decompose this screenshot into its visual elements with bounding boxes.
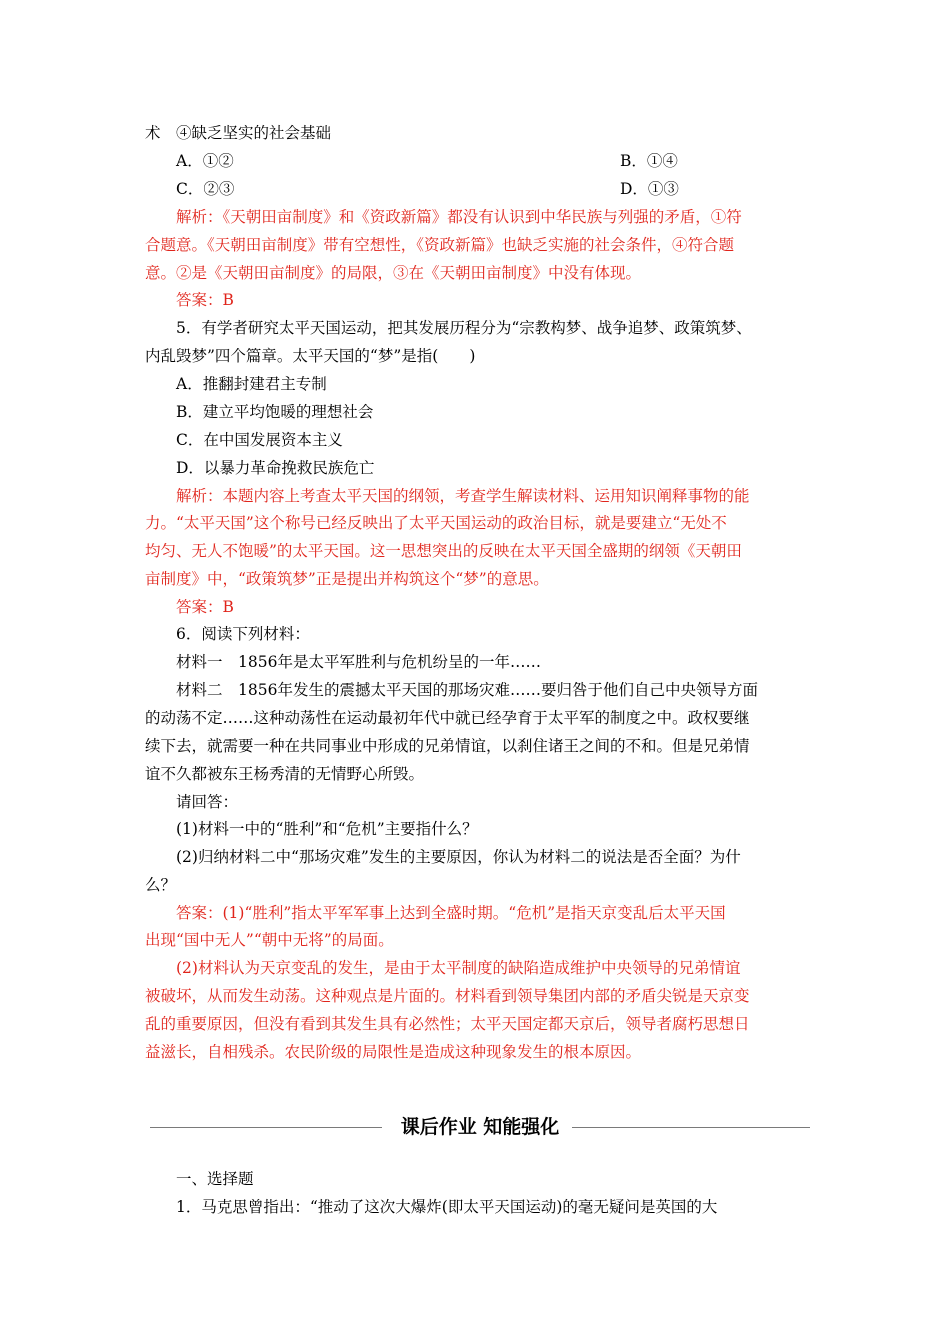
material-1: 材料一 1856年是太平军胜利与危机纷呈的一年…… bbox=[176, 653, 541, 671]
section-heading-choice: 一、选择题 bbox=[176, 1170, 254, 1188]
question-5-line-2: 内乱毁梦”四个篇章。太平天国的“梦”是指( ) bbox=[145, 347, 476, 365]
section-divider bbox=[150, 1113, 810, 1143]
answer-q6-1-line-1: 答案：(1)“胜利”指太平军军事上达到全盛时期。“危机”是指天京变乱后太平天国 bbox=[176, 904, 726, 922]
divider-rule-right bbox=[572, 1127, 810, 1128]
question-1-line-1: 1．马克思曾指出：“推动了这次大爆炸(即太平天国运动)的毫无疑问是英国的大 bbox=[176, 1198, 718, 1216]
option-a: A．①② bbox=[176, 152, 234, 170]
please-answer: 请回答： bbox=[176, 793, 239, 811]
analysis-q5-line-3: 均匀、无人不饱暖”的太平天国。这一思想突出的反映在太平天国全盛期的纲领《天朝田 bbox=[145, 542, 742, 560]
divider-rule-left bbox=[150, 1127, 382, 1128]
sub-question-2-line-1: (2)归纳材料二中“那场灾难”发生的主要原因，你认为材料二的说法是否全面？为什 bbox=[176, 848, 741, 866]
answer-q4: 答案：B bbox=[176, 291, 234, 309]
option-b: B．①④ bbox=[620, 152, 678, 170]
answer-q6-2-line-4: 益滋长，自相残杀。农民阶级的局限性是造成这种现象发生的根本原因。 bbox=[145, 1043, 642, 1061]
analysis-q5-line-2: 力。“太平天国”这个称号已经反映出了太平天国运动的政治目标，就是要建立“无处不 bbox=[145, 514, 727, 532]
question-4-option-3-4: 术 ④缺乏坚实的社会基础 bbox=[145, 124, 332, 142]
material-2-line-2: 的动荡不定……这种动荡性在运动最初年代中就已经孕育于太平军的制度之中。政权要继 bbox=[145, 709, 750, 727]
q5-option-d: D．以暴力革命挽救民族危亡 bbox=[176, 459, 375, 477]
sub-question-1: (1)材料一中的“胜利”和“危机”主要指什么？ bbox=[176, 820, 478, 838]
answer-q6-1-line-2: 出现“国中无人”“朝中无将”的局面。 bbox=[145, 931, 394, 949]
analysis-q5-line-4: 亩制度》中，“政策筑梦”正是提出并构筑这个“梦”的意思。 bbox=[145, 570, 549, 588]
option-row-cd bbox=[176, 179, 816, 199]
analysis-q4-line-2: 合题意。《天朝田亩制度》带有空想性，《资政新篇》也缺乏实施的社会条件，④符合题 bbox=[145, 236, 735, 254]
analysis-q4-line-3: 意。②是《天朝田亩制度》的局限，③在《天朝田亩制度》中没有体现。 bbox=[145, 264, 642, 282]
answer-q6-2-line-3: 乱的重要原因，但没有看到其发生具有必然性；太平天国定都天京后，领导者腐朽思想日 bbox=[145, 1015, 750, 1033]
material-2-line-1: 材料二 1856年发生的震撼太平天国的那场灾难……要归咎于他们自己中央领导方面 bbox=[176, 681, 758, 699]
analysis-q5-line-1: 解析：本题内容上考查太平天国的纲领，考查学生解读材料、运用知识阐释事物的能 bbox=[176, 487, 750, 505]
material-2-line-3: 续下去，就需要一种在共同事业中形成的兄弟情谊，以刹住诸王之间的不和。但是兄弟情 bbox=[145, 737, 750, 755]
answer-q6-2-line-2: 被破坏，从而发生动荡。这种观点是片面的。材料看到领导集团内部的矛盾尖锐是天京变 bbox=[145, 987, 750, 1005]
question-5-line-1: 5．有学者研究太平天国运动，把其发展历程分为“宗教构梦、战争追梦、政策筑梦、 bbox=[176, 319, 752, 337]
analysis-q4-line-1: 解析：《天朝田亩制度》和《资政新篇》都没有认识到中华民族与列强的矛盾，①符 bbox=[176, 208, 742, 226]
section-title: 课后作业 知能强化 bbox=[400, 1116, 560, 1138]
q5-option-b: B．建立平均饱暖的理想社会 bbox=[176, 403, 374, 421]
option-row-ab bbox=[176, 151, 816, 171]
q5-option-c: C．在中国发展资本主义 bbox=[176, 431, 343, 449]
option-d: D．①③ bbox=[620, 180, 679, 198]
sub-question-2-line-2: 么？ bbox=[145, 876, 177, 894]
material-2-line-4: 谊不久都被东王杨秀清的无情野心所毁。 bbox=[145, 765, 425, 783]
answer-q6-2-line-1: (2)材料认为天京变乱的发生，是由于太平制度的缺陷造成维护中央领导的兄弟情谊 bbox=[176, 959, 741, 977]
q5-option-a: A．推翻封建君主专制 bbox=[176, 375, 327, 393]
answer-q5: 答案：B bbox=[176, 598, 234, 616]
question-6-intro: 6．阅读下列材料： bbox=[176, 625, 310, 643]
option-c: C．②③ bbox=[176, 180, 235, 198]
